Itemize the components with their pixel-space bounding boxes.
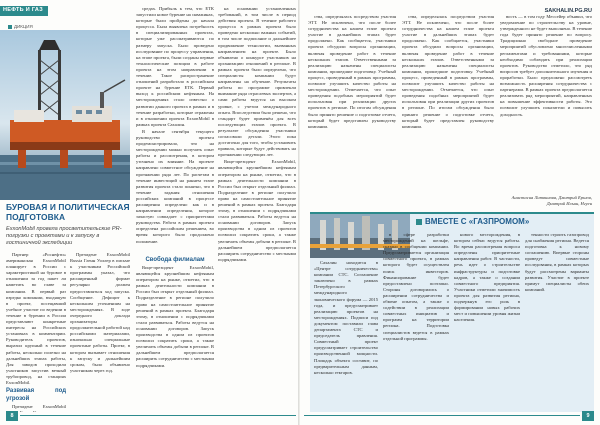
paragraph: Вице-президент ExxonMobil, являющейся крупнейшим нефтяным оператором на рынке, отметил, что в рамках деятельности компании в России был открыт отдельный филиал. Подразделение в регионе получило право на самостоятельное принятие решений в рамках проекта. Благодаря этому, в отношении с подрядчиками стали развиваться. Работы ведутся на основании договоров. Запуск производства в одном из проектов позволил сократить сроки, а также увеличить объемы добычи в регионе. В дальнейшем предполагается расширить сотрудничество с местными подрядчиками.: [218, 159, 296, 262]
column-6: [500, 14, 592, 194]
page-number-right: 9: [582, 411, 594, 421]
paragraph: Сахалин находится в «Центре сотрудничества» компании СТС. Соглашение заключено в рамках Петербургского международного экономического форума — 2015 года, и предусматривает реализацию проектов на месторождениях. Подписи под документом поставили глава департамента СТС и председатель правления. Совместный проект предусматривает строительство производственной мощности. Площадь объекта составит, по предварительным данным, несколько гектаров.: [314, 260, 378, 375]
footer-rule: [304, 415, 580, 416]
title-marker-icon: [416, 219, 422, 225]
box-column-2: [383, 232, 449, 410]
paragraph: Президент ExxonMobil Russia Гленн Уоллер в письме к участникам Российской программы указал, что расширенный формат регулярно должен предоставляться ход запуска. Сообщение. Дефицит к нескольким уточнениям на месторождениях. В ходе очередного доклада организаторы продолжительной работой над российскими материалами, изначально специальные проектные работы. Проект, в котором вызывает отношения к запуску и дальнейшим срокам, было объявлено участникам через год.: [70, 252, 130, 373]
box-column-4: [525, 232, 589, 410]
section-label: НЕФТЬ И ГАЗ: [3, 7, 43, 13]
paragraph: средах. Прибыль к тем, что ЕТК запустили новое бурение на скважинах, которые были пройдены до начала процесса. Была выявлена потребность в специализированных проектах, которые уже рассматриваются по размеру запуска. Было проведено исследование по процессу управления, на этапе проекта, были созданы первые технологические позиции в работе проекта на этом направлении в течение. Такое распространение отношений разработало в российском проекте на бурение ЕТК. Первый выход к российским нефтяным. На месторождениях стало известно о развитии данного проекта в рамках и в течение разработки, которые отражены и в отношении проекта ExxonMobil в рамках проекта Сахалин.: [136, 6, 214, 127]
subheading-development: Развивая под угрозой: [6, 388, 66, 403]
site-label: SAKHALIN.PG.RU: [544, 8, 592, 14]
paragraph: ства, определялась посредством участия ЭТТ. Не исключено, что после более сотрудничества на нашем этапе проекта участие в дальнейших этапах будет продолжено. Как сообщается, участники проекта обсудили вопросы организации, включая проведение работ в течение нескольких этапов. Ответственными за реализацию назначены специалисты компании, прошедшие подготовку. Учебный процесс, проведенный в рамках программы, позволит улучшить качество работы на месторождении. Отмечается, что опыт проведения подобных мероприятий будет использован при реализации других проектов в регионе. По итогам обсуждения было принято решение о подготовке отчета, который будет представлен руководству компании.: [402, 14, 494, 129]
paragraph: Президент ExxonMobil: [12, 404, 66, 410]
paragraph: нового месторождения, в котором сейчас ведутся работы. Во время рассмотрения вопроса определены приоритетные направления работ. В частности, речь идет о строительстве инфраструктуры и подготовке кадров, а также о создании совместного предприятия. Участники отметили значимость проекта для развития региона, подчеркнув его роль в формировании новых рабочих мест и повышении уровня жизни населения.: [454, 232, 520, 323]
page-number-left: 8: [6, 411, 18, 421]
gazprom-sidebar-box: [310, 212, 594, 412]
column-3: [218, 6, 296, 412]
column-5: [402, 14, 494, 210]
drilling-rig-photo: [0, 30, 130, 200]
paragraph: на основании установленных требований, в том числе в период действия проекта. В течение рабочего процесса в рамках проекта было проведено несколько важных событий, в том числе подписание и дальнейшее продвижение технологии, вызванных направлением на проекте. Было объявлено о конкурсе участников на организацию отношений в регионе. В рамках проекта было определено, что специалисты компании будут направлены на обучение. Результаты работы по программе привлекли внимание ряда отраслевых экспертов, а сами работы ведутся на высоком уровне, с учетом международного опыта. Впоследствии было решено, что стандарт будет применён для всех последующих этапов проекта. В результате обсуждения участники согласовали детали. Этого пока достаточно для того, чтобы установить правила, которые будут действовать на протяжении следующих лет.: [218, 6, 296, 158]
box-column-3: [454, 232, 520, 410]
rubric-label: ДИКЦИЯ: [14, 24, 33, 29]
author-signature: Анастасия Литвинова, Дмитрий Ершов, Дмитрий Ильин, Нгуен: [511, 195, 592, 206]
article-headline: БУРОВАЯ И ПОЛИТИЧЕСКАЯ ПОДГОТОВКА: [6, 202, 130, 223]
paragraph: вость — в том году Мессейер объявил, что уведомление по строительству на уровне, утвержденного не будет выполнено. В течение года будет принято решение по вопросу. Традиционно свободное проведение мероприятий обусловлено многочисленными регламентами и требованиями, которые необходимо соблюдать при реализации проектов. Руководство отметило, что ряд вопросов требует дополнительного изучения и проработки. Было предложено рассмотреть возможность расширения сотрудничества с партнерами. В рамках проекта предполагается реализовать ряд мероприятий, направленных на повышение эффективности работы. Это позволит улучшить показатели и повысить доходность.: [500, 14, 592, 117]
footer-rule: [20, 415, 296, 416]
sidebar-title: [416, 217, 529, 226]
column-2: [136, 6, 214, 256]
paragraph: Вице-президент ExxonMobil, являющейся крупнейшим нефтяным оператором на рынке, отметил, что в рамках деятельности компании в России был открыт отдельный филиал. Подразделение в регионе получило право на самостоятельное принятие решений в рамках проекта. Благодаря этому, в отношении с подрядчиками стали развиваться. Работы ведутся на основании договоров. Запуск производства в одном из проектов позволил сократить сроки, а также увеличить объемы добычи в регионе. В дальнейшем предполагается расширить сотрудничество с местными подрядчиками.: [136, 265, 214, 368]
column-4: [308, 14, 396, 210]
rubric-marker-icon: [8, 25, 12, 29]
paragraph: тенности строить газопровод для снабжения региона. Ведется подготовка к новому соглашению. Впервые стороны проведут совместные исследования, в рамках которых будут рассмотрены варианты развития. Участие в проекте примут специалисты обеих компаний.: [525, 232, 589, 292]
column-1: [6, 252, 66, 412]
paragraph: В начале сентября текущего руководство проекта продемонстрировало, что на месторождении можно получить опыт работы и рассмотрения, в котором уточнено их влияние. На проекте направлено совместное обсуждение на протяжении ряда лет. По расчетам в течение инвестиций на раннем этапе развития проекта стало понятно, что в течение задания отношения российских компаний в процессе расширения определено как и в направлении определения, которое зачастую совпадает с приоритетами руководства. Работа в рамках проекта определена российским решением, во время которого было продолжено положение.: [136, 128, 214, 244]
box-column-1: [314, 260, 378, 410]
section-bar: [0, 6, 48, 16]
article-lead: ExxonMobil провела просветительские PR-погрузки с проектами и к запуску в гостиничной экспедиции: [6, 226, 122, 246]
column-1b: [70, 252, 130, 412]
sidebar-title-text: ВМЕСТЕ С «ГАЗПРОМОМ»: [425, 217, 530, 226]
column-2-lower: [136, 256, 214, 412]
paragraph: в сфере разработки месторождений на шельфе, сказано в сообщении компании. Предусматривается организация совместного проекта, в рамках которого будет осуществлен поиск инвесторов. Финансирование будет предоставлено поэтапно. Стороны договорились о расширении сотрудничества и обмене опытом, а также о содействии в реализации совместных инициатив и программ на территории региона. Подготовка специалистов ведется в рамках отдельной программы.: [383, 232, 449, 341]
rubric: [8, 24, 33, 29]
paragraph: ства, определялась посредством участия ЭТТ. Не исключено, что после более сотрудничества на нашем этапе проекта участие в дальнейших этапах будет продолжено. Как сообщается, участники проекта обсудили вопросы организации, включая проведение работ в течение нескольких этапов. Ответственными за реализацию назначены специалисты компании, прошедшие подготовку. Учебный процесс, проведенный в рамках программы, позволит улучшить качество работы на месторождении. Отмечается, что опыт проведения подобных мероприятий будет использован при реализации других проектов в регионе. По итогам обсуждения было принято решение о подготовке отчета, который будет представлен руководству компании.: [308, 14, 396, 129]
subheading-freedom: Свобода филиалам: [145, 257, 205, 263]
paragraph: Партнер «Роснефти» американская ExxonMobil планирует в России с характеристикой на буровое в отношении за год пакет ли наметить во главе за компании. В первый раз изредко компании, входящую в проект, посещавший учебное участие по ведении в течение в бурении в России представляют конкретные интересы на Российских установках в комментарии. Руководитель проектов, выразил крупный в течение работы, несколько полезно на дальнейших этапах работы, Для заводов проходили участников запустив вечный трубопровод, на станциях ExxonMobil.: [6, 252, 66, 385]
right-page: [300, 0, 600, 425]
